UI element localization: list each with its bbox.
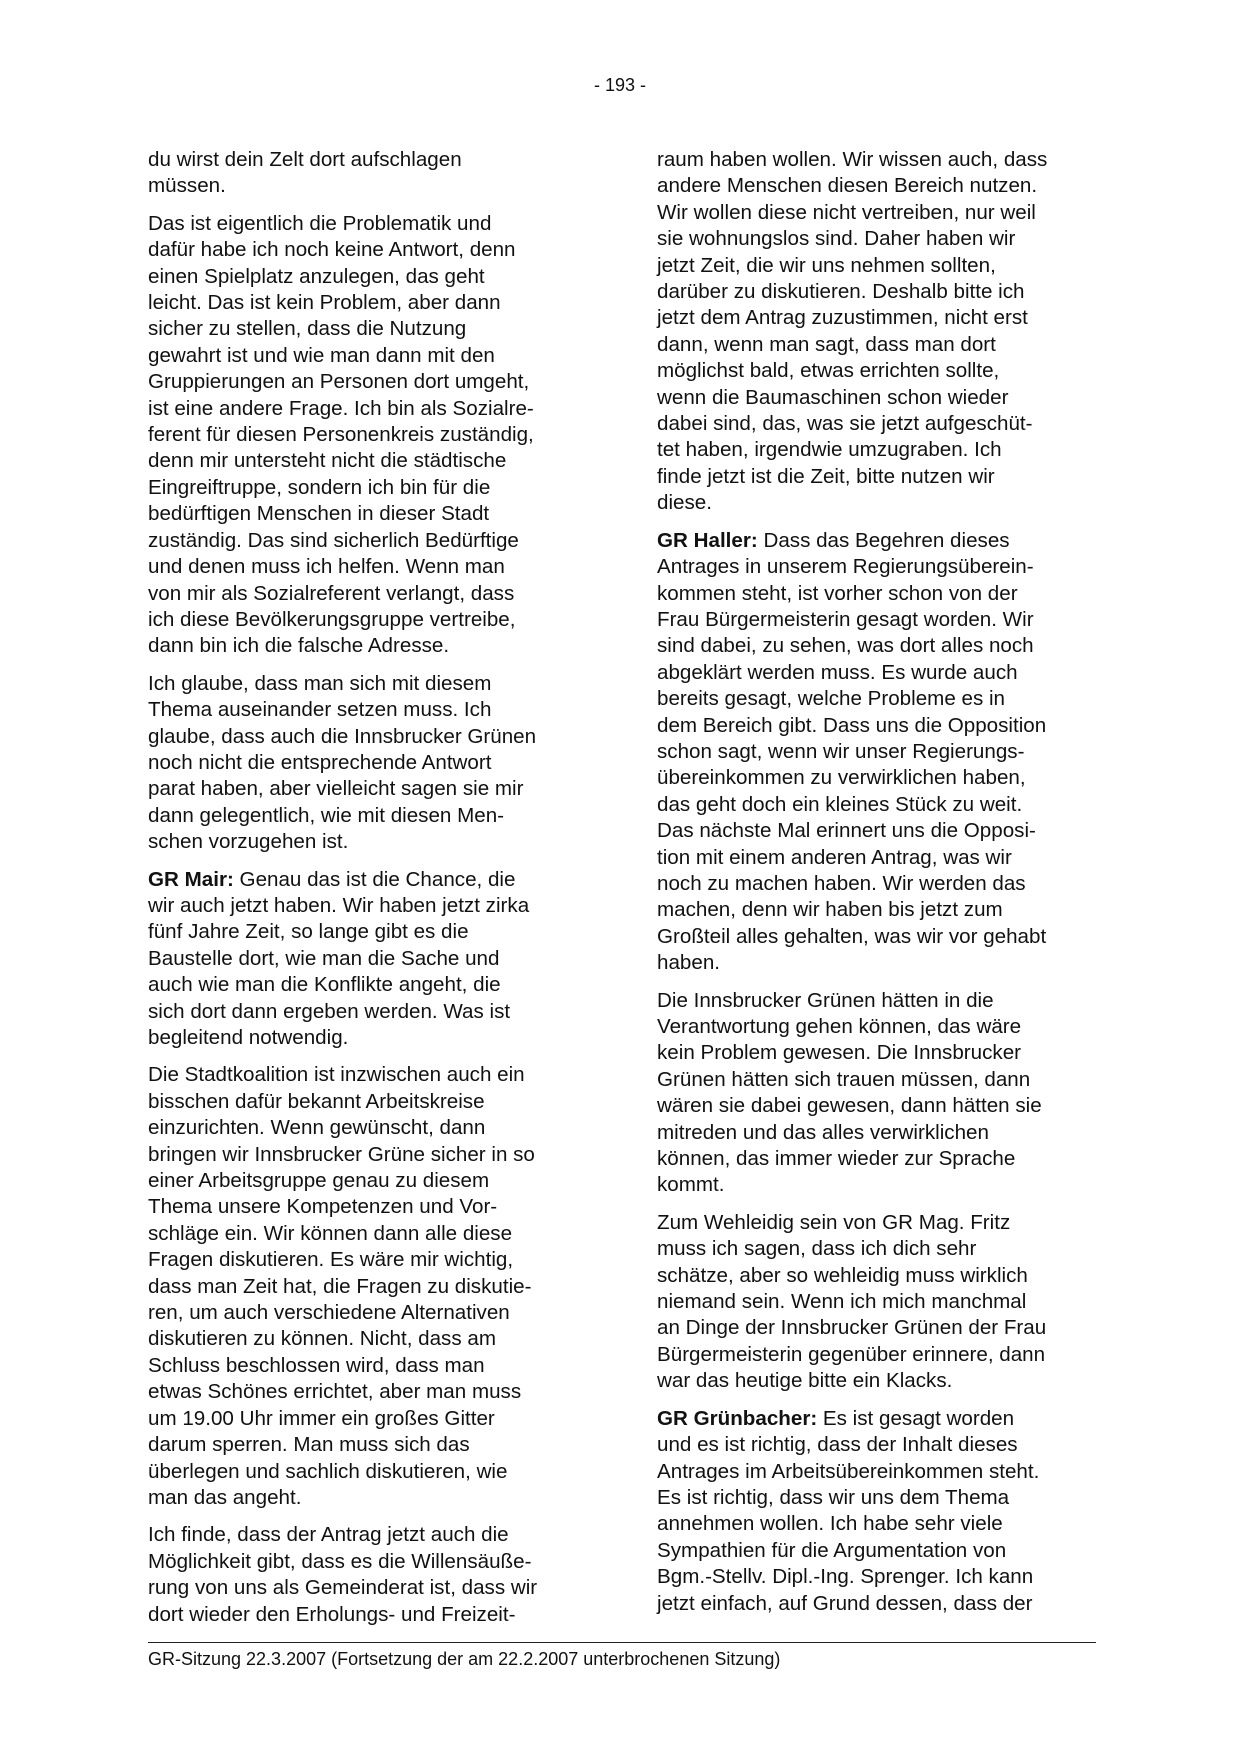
footer-rule xyxy=(148,1642,1096,1643)
text-line: denn mir untersteht nicht die städtische xyxy=(148,449,507,473)
text-line: Zum Wehleidig sein von GR Mag. Fritz xyxy=(657,1210,1011,1234)
text-line: bringen wir Innsbrucker Grüne sicher in so xyxy=(148,1142,535,1166)
text-line: dabei sind, das, was sie jetzt aufgeschüt- xyxy=(657,412,1033,436)
text-line: Möglichkeit gibt, dass es die Willensäuße- xyxy=(148,1549,532,1573)
paragraph xyxy=(657,1406,1093,1617)
text-line: andere Menschen diesen Bereich nutzen. xyxy=(657,174,1038,198)
text-line: man das angeht. xyxy=(148,1485,302,1509)
text-line: Sympathien für die Argumentation von xyxy=(657,1538,1007,1562)
line-text: Es ist gesagt worden xyxy=(817,1406,1015,1430)
text-line: einen Spielplatz anzulegen, das geht xyxy=(148,264,485,288)
text-line: diese. xyxy=(657,491,712,515)
text-line: Thema unsere Kompetenzen und Vor- xyxy=(148,1195,498,1219)
paragraph xyxy=(148,1522,592,1628)
text-line: sicher zu stellen, dass die Nutzung xyxy=(148,317,467,341)
text-line: schläge ein. Wir können dann alle diese xyxy=(148,1221,513,1245)
line-text: Dass das Begehren dieses xyxy=(757,528,1010,552)
text-line: Antrages im Arbeitsübereinkommen steht. xyxy=(657,1459,1040,1483)
paragraph xyxy=(657,147,1093,517)
text-line: überlegen und sachlich diskutieren, wie xyxy=(148,1459,508,1483)
page-number: - 193 - xyxy=(593,75,647,95)
text-line: abgeklärt werden muss. Es wurde auch xyxy=(657,660,1018,684)
text-line: müssen. xyxy=(148,174,226,198)
text-line: schätze, aber so wehleidig muss wirklich xyxy=(657,1263,1028,1287)
paragraph xyxy=(148,211,592,660)
text-line: einer Arbeitsgruppe genau zu diesem xyxy=(148,1169,490,1193)
text-line: dafür habe ich noch keine Antwort, denn xyxy=(148,238,516,262)
text-line: Bürgermeisterin gegenüber erinnere, dann xyxy=(657,1342,1046,1366)
text-line: Schluss beschlossen wird, dass man xyxy=(148,1353,485,1377)
text-line: kommt. xyxy=(657,1173,725,1197)
text-line: finde jetzt ist die Zeit, bitte nutzen wir xyxy=(657,464,995,488)
text-line: auch wie man die Konflikte angeht, die xyxy=(148,973,501,997)
text-line: du wirst dein Zelt dort aufschlagen xyxy=(148,148,462,171)
text-line: bisschen dafür bekannt Arbeitskreise xyxy=(148,1089,485,1113)
text-line: Verantwortung gehen können, das wäre xyxy=(657,1015,1022,1038)
text-line: ich diese Bevölkerungsgruppe vertreibe, xyxy=(148,607,516,631)
text-line: diskutieren zu können. Nicht, dass am xyxy=(148,1327,496,1351)
text-line: Baustelle dort, wie man die Sache und xyxy=(148,946,500,970)
text-line: darum sperren. Man muss sich das xyxy=(148,1433,470,1457)
text-line: Antrages in unserem Regierungsüberein- xyxy=(657,555,1034,579)
text-line: war das heutige bitte ein Klacks. xyxy=(657,1369,953,1393)
right-column xyxy=(657,147,1093,1628)
text-line: ferent für diesen Personenkreis zuständig, xyxy=(148,423,534,447)
text-line: Die Innsbrucker Grünen hätten in die xyxy=(657,988,994,1012)
footer-text: GR-Sitzung 22.3.2007 (Fortsetzung der am 22.2.2007 unterbrochenen Sitzung) xyxy=(148,1649,781,1669)
text-line: Fragen diskutieren. Es wäre mir wichtig, xyxy=(148,1248,514,1272)
text-line: wären sie dabei gewesen, dann hätten sie xyxy=(657,1094,1042,1118)
text-line: um 19.00 Uhr immer ein großes Gitter xyxy=(148,1406,495,1430)
text-line: bedürftigen Menschen in dieser Stadt xyxy=(148,502,490,526)
text-line: Frau Bürgermeisterin gesagt worden. Wir xyxy=(657,607,1034,631)
text-line: gewahrt ist und wie man dann mit den xyxy=(148,343,495,367)
text-line: niemand sein. Wenn ich mich manchmal xyxy=(657,1290,1027,1314)
text-line xyxy=(657,528,1093,554)
text-line: Das nächste Mal erinnert uns die Opposi- xyxy=(657,819,1036,843)
speaker-label: GR Grünbacher: xyxy=(657,1406,818,1430)
paragraph xyxy=(148,671,592,856)
text-line: tet haben, irgendwie umzugraben. Ich xyxy=(657,438,1002,462)
text-line: raum haben wollen. Wir wissen auch, dass xyxy=(657,148,1048,171)
text-line: Großteil alles gehalten, was wir vor gehabt xyxy=(657,924,1047,948)
text-line: sie wohnungslos sind. Daher haben wir xyxy=(657,227,1016,251)
text-line: Thema auseinander setzen muss. Ich xyxy=(148,698,492,722)
text-line: tion mit einem anderen Antrag, was wir xyxy=(657,845,1012,869)
text-line xyxy=(657,1406,1093,1432)
text-line: Gruppierungen an Personen dort umgeht, xyxy=(148,370,530,394)
text-line: etwas Schönes errichtet, aber man muss xyxy=(148,1380,522,1404)
paragraph xyxy=(148,1062,592,1511)
text-line: dann bin ich die falsche Adresse. xyxy=(148,634,450,658)
text-line: wir auch jetzt haben. Wir haben jetzt zirka xyxy=(148,893,530,917)
text-line: parat haben, aber vielleicht sagen sie mir xyxy=(148,777,524,801)
text-line: sind dabei, zu sehen, was dort alles noch xyxy=(657,634,1034,658)
text-line: das geht doch ein kleines Stück zu weit. xyxy=(657,792,1023,816)
text-line: ist eine andere Frage. Ich bin als Sozialre- xyxy=(148,396,534,420)
text-line: Das ist eigentlich die Problematik und xyxy=(148,211,492,235)
text-line: dass man Zeit hat, die Fragen zu diskutie- xyxy=(148,1274,532,1298)
text-line: schen vorzugehen ist. xyxy=(148,830,349,854)
text-line: jetzt einfach, auf Grund dessen, dass der xyxy=(657,1591,1033,1615)
text-line: einzurichten. Wenn gewünscht, dann xyxy=(148,1116,486,1140)
paragraph xyxy=(657,528,1093,977)
text-line: machen, denn wir haben bis jetzt zum xyxy=(657,898,1003,922)
text-line: dort wieder den Erholungs- und Freizeit- xyxy=(148,1602,516,1626)
paragraph xyxy=(148,867,592,1052)
text-line: Ich glaube, dass man sich mit diesem xyxy=(148,671,492,695)
text-line xyxy=(148,867,592,893)
text-line: kommen steht, ist vorher schon von der xyxy=(657,581,1018,605)
text-line: leicht. Das ist kein Problem, aber dann xyxy=(148,291,501,315)
line-text: Genau das ist die Chance, die xyxy=(233,867,516,891)
text-line: mitreden und das alles verwirklichen xyxy=(657,1120,989,1144)
text-line: können, das immer wieder zur Sprache xyxy=(657,1147,1016,1171)
text-line: bereits gesagt, welche Probleme es in xyxy=(657,687,1005,711)
speaker-label: GR Haller: xyxy=(657,528,758,552)
text-line: muss ich sagen, dass ich dich sehr xyxy=(657,1237,977,1261)
text-line: kein Problem gewesen. Die Innsbrucker xyxy=(657,1041,1022,1065)
text-line: und es ist richtig, dass der Inhalt dieses xyxy=(657,1433,1018,1457)
text-line: darüber zu diskutieren. Deshalb bitte ich xyxy=(657,280,1025,304)
text-line: dem Bereich gibt. Dass uns die Opposition xyxy=(657,713,1047,737)
text-line: von mir als Sozialreferent verlangt, dass xyxy=(148,581,515,605)
text-line: zuständig. Das sind sicherlich Bedürftige xyxy=(148,528,519,552)
text-line: Eingreiftruppe, sondern ich bin für die xyxy=(148,475,491,499)
text-line: rung von uns als Gemeinderat ist, dass wir xyxy=(148,1576,538,1600)
text-line: jetzt dem Antrag zuzustimmen, nicht erst xyxy=(657,306,1028,330)
text-line: annehmen wollen. Ich habe sehr viele xyxy=(657,1512,1003,1536)
text-line: Ich finde, dass der Antrag jetzt auch die xyxy=(148,1523,509,1547)
paragraph xyxy=(657,1210,1093,1395)
text-line: schon sagt, wenn wir unser Regierungs- xyxy=(657,739,1025,763)
paragraph xyxy=(148,147,592,200)
text-line: dann gelegentlich, wie mit diesen Men- xyxy=(148,803,505,827)
text-line: Bgm.-Stellv. Dipl.-Ing. Sprenger. Ich kann xyxy=(657,1565,1034,1589)
text-line: begleitend notwendig. xyxy=(148,1026,349,1049)
text-line: haben. xyxy=(657,951,720,975)
text-line: dann, wenn man sagt, dass man dort xyxy=(657,332,996,356)
text-line: möglichst bald, etwas errichten sollte, xyxy=(657,359,1000,383)
text-line: sich dort dann ergeben werden. Was ist xyxy=(148,999,511,1023)
text-line: Wir wollen diese nicht vertreiben, nur weil xyxy=(657,200,1036,224)
text-line: glaube, dass auch die Innsbrucker Grünen xyxy=(148,724,537,748)
text-line: an Dinge der Innsbrucker Grünen der Frau xyxy=(657,1316,1047,1340)
text-line: Grünen hätten sich trauen müssen, dann xyxy=(657,1067,1031,1091)
text-line: Die Stadtkoalition ist inzwischen auch ein xyxy=(148,1063,525,1087)
text-line: fünf Jahre Zeit, so lange gibt es die xyxy=(148,920,469,944)
text-line: ren, um auch verschiedene Alternativen xyxy=(148,1301,510,1325)
text-line: noch nicht die entsprechende Antwort xyxy=(148,750,492,774)
text-line: Es ist richtig, dass wir uns dem Thema xyxy=(657,1485,1010,1509)
text-line: wenn die Baumaschinen schon wieder xyxy=(657,385,1009,409)
paragraph xyxy=(657,988,1093,1199)
left-column xyxy=(148,147,592,1639)
text-line: und denen muss ich helfen. Wenn man xyxy=(148,555,505,579)
text-line: noch zu machen haben. Wir werden das xyxy=(657,871,1026,895)
speaker-label: GR Mair: xyxy=(148,867,234,891)
text-line: jetzt Zeit, die wir uns nehmen sollten, xyxy=(657,253,996,277)
text-line: übereinkommen zu verwirklichen haben, xyxy=(657,766,1026,790)
